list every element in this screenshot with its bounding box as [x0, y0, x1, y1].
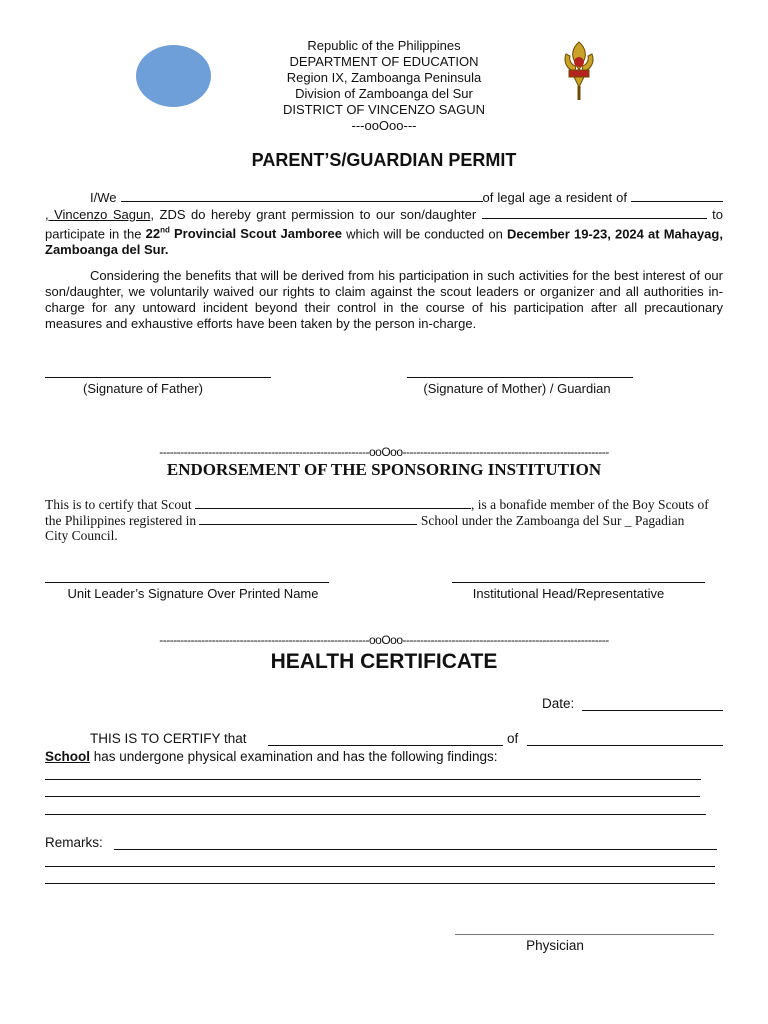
- permit-paragraph-2: [45, 268, 723, 332]
- endorsement-text: This is to certify that Scout: [45, 497, 195, 512]
- permit-text: , ZDS do hereby grant permission to our son/daughter: [150, 207, 477, 222]
- date-blank[interactable]: [582, 710, 723, 711]
- permit-text: of legal age a resident of: [482, 190, 627, 205]
- waiver-text: Considering the benefits that will be derived from his participation in such activities for the best interest of our son/daughter, we voluntarily waived our rights to claim against the scout leaders or organizer and all authorities in-charge for any untoward incident beyond their control in the course of his participation after all precautionary measures and exhaustive efforts have been taken by the person in-charge.: [45, 268, 723, 331]
- scout-emblem-icon: [562, 40, 596, 104]
- health-certificate-title: HEALTH CERTIFICATE: [270, 650, 498, 673]
- permit-paragraph-1: [45, 189, 723, 258]
- jamboree-ordinal-suffix: nd: [160, 226, 170, 235]
- endorsement-text: School under the Zamboanga del Sur _ Pagadian City Council.: [45, 513, 685, 543]
- physician-label: Physician: [526, 938, 584, 953]
- letterhead-line: DEPARTMENT OF EDUCATION: [289, 54, 479, 69]
- mother-signature-label: (Signature of Mother) / Guardian: [423, 381, 611, 396]
- barangay-blank[interactable]: [631, 189, 723, 202]
- findings-line-1[interactable]: [45, 779, 701, 780]
- findings-text: has undergone physical examination and has the following findings:: [90, 749, 498, 764]
- certify-label: THIS IS TO CERTIFY that: [90, 731, 247, 746]
- remarks-line-2[interactable]: [45, 866, 715, 867]
- jamboree-name: Provincial Scout Jamboree: [173, 226, 342, 242]
- institution-head-signature-line[interactable]: [452, 582, 705, 583]
- letterhead-line: ---ooOoo---: [351, 118, 417, 133]
- letterhead-line: Division of Zamboanga del Sur: [295, 86, 473, 101]
- father-signature-line[interactable]: [45, 377, 271, 378]
- findings-line: [45, 749, 498, 764]
- unit-leader-signature-line[interactable]: [45, 582, 329, 583]
- school-name-blank[interactable]: [199, 512, 417, 525]
- jamboree-ordinal: 22: [145, 226, 161, 242]
- father-signature-label: (Signature of Father): [83, 381, 203, 396]
- section-divider: ------------------------------------------------------------ooOoo-----------------------------------------------------------: [159, 633, 609, 647]
- findings-line-2[interactable]: [45, 796, 700, 797]
- school-label: School: [45, 749, 91, 764]
- school-blank[interactable]: [527, 745, 723, 746]
- remarks-line-3[interactable]: [45, 883, 715, 884]
- institution-head-signature-label: Institutional Head/Representative: [472, 586, 665, 601]
- letterhead: [0, 38, 768, 134]
- remarks-label: Remarks:: [45, 835, 103, 850]
- endorsement-text: , is a bonafide member of the Boy Scouts of the Philippines registered in: [45, 497, 709, 528]
- endorsement-title: ENDORSEMENT OF THE SPONSORING INSTITUTION: [166, 460, 602, 479]
- physician-signature-line[interactable]: [455, 934, 714, 935]
- parent-name-blank[interactable]: [121, 189, 483, 202]
- municipality-text: , Vincenzo Sagun: [45, 207, 151, 222]
- unit-leader-signature-label: Unit Leader’s Signature Over Printed Name: [67, 586, 319, 601]
- permit-iwe-label: I/We: [90, 190, 117, 205]
- letterhead-line: Republic of the Philippines: [307, 38, 461, 53]
- remarks-line-1[interactable]: [114, 849, 717, 850]
- patient-name-blank[interactable]: [268, 745, 503, 746]
- permit-text: to participate in the: [45, 207, 723, 242]
- findings-line-3[interactable]: [45, 814, 706, 815]
- child-name-blank[interactable]: [482, 206, 707, 219]
- letterhead-line: DISTRICT OF VINCENZO SAGUN: [283, 102, 485, 117]
- mother-signature-line[interactable]: [407, 377, 633, 378]
- endorsement-paragraph: [45, 496, 710, 543]
- permit-title: PARENT’S/GUARDIAN PERMIT: [251, 150, 517, 170]
- permit-text: which will be conducted on: [341, 226, 507, 242]
- scout-name-blank[interactable]: [195, 496, 471, 509]
- jamboree-date-venue: December 19-23, 2024 at Mahayag, Zamboanga del Sur.: [45, 226, 723, 258]
- of-label: of: [507, 731, 519, 746]
- section-divider: ------------------------------------------------------------ooOoo-----------------------------------------------------------: [159, 445, 609, 459]
- date-label: Date:: [542, 696, 575, 711]
- letterhead-line: Region IX, Zamboanga Peninsula: [286, 70, 482, 85]
